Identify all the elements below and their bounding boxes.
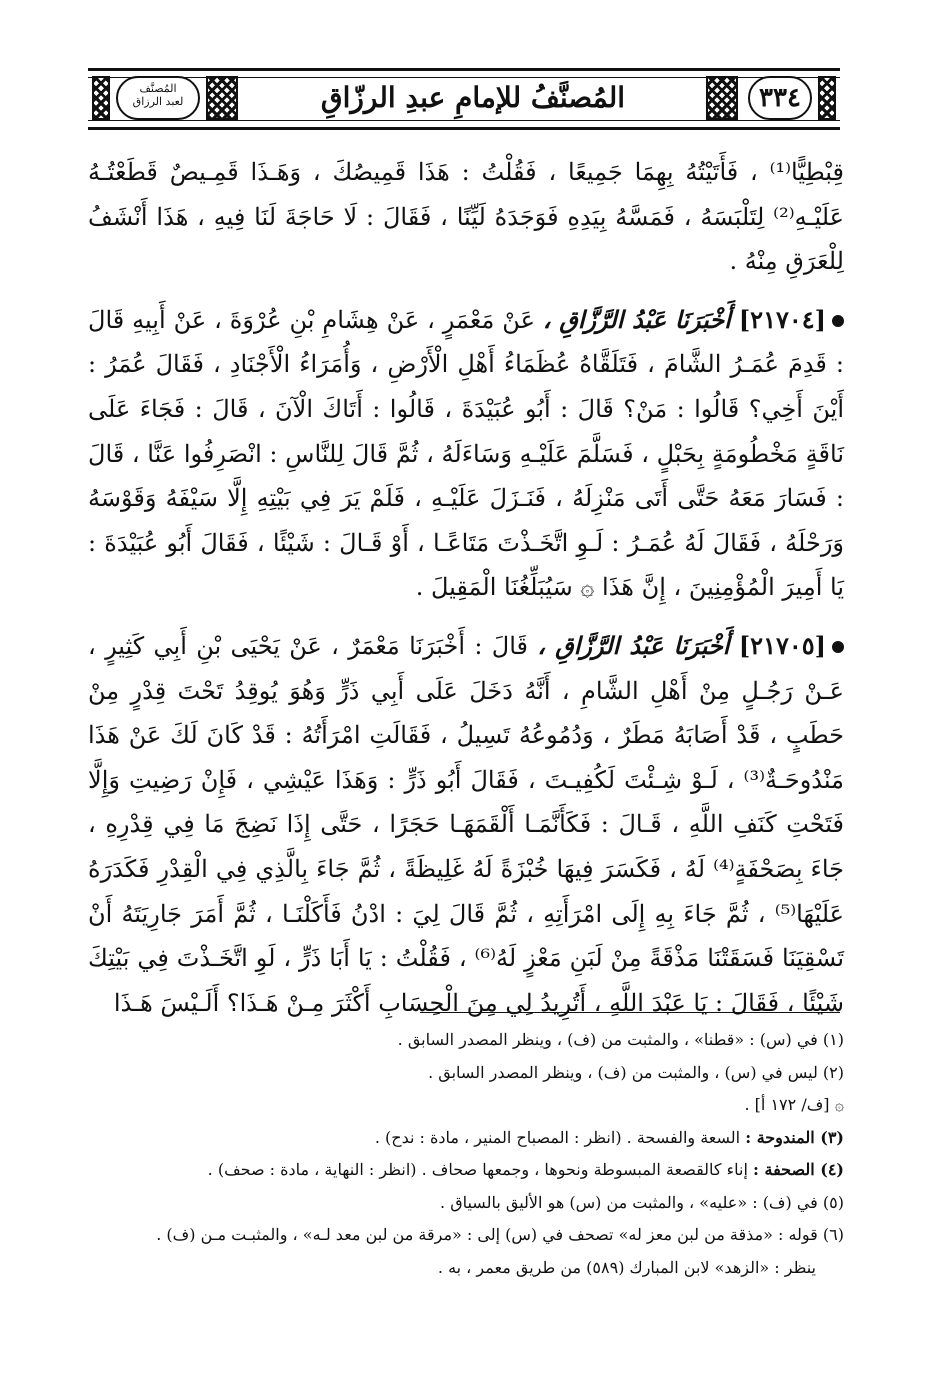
footnote-6-continued: ينظر : «الزهد» لابن المبارك (٥٨٩) من طريق معمر ، به . xyxy=(437,1257,816,1277)
footnotes xyxy=(88,1024,844,1284)
book-seal-logo: المُصنَّف لعبد الرزاق xyxy=(116,76,200,120)
ornament-left-edge xyxy=(92,76,110,120)
footnote-folio-marker: ۞ [ف/ ١٧٢ أ] . xyxy=(744,1095,844,1114)
page-number: ٣٣٤ xyxy=(748,76,812,120)
footnote-6: (٦) قوله : «مذقة من لبن معز له» تصحف في (س) إلى : «مرقة من لبن معد لـه» ، والمثبـت مـن (ف) . xyxy=(156,1225,844,1244)
hadith-chain-head: أَخْبَرَنَا عَبْدُ الرَّزَّاقِ ، xyxy=(537,630,730,660)
footnote-divider xyxy=(420,1012,840,1013)
footnote-4: (٤) الصحفة : إناء كالقصعة المبسوطة ونحوها ، وجمعها صحاف . (انظر : النهاية ، مادة : صحف) . xyxy=(207,1160,844,1179)
hadith-21704 xyxy=(88,298,844,610)
footnote-1: (١) في (س) : «قطنا» ، والمثبت من (ف) ، وينظر المصدر السابق . xyxy=(397,1030,844,1049)
ornament-left xyxy=(206,76,238,120)
footnote-5: (٥) في (ف) : «عليه» ، والمثبت من (س) هو الأليق بالسياق . xyxy=(440,1192,844,1212)
hadith-number: [٢١٧٠٤] xyxy=(738,304,826,334)
hadith-text: عَنْ مَعْمَرٍ ، عَنْ هِشَامِ بْنِ عُرْوَةَ ، عَنْ أَبِيهِ قَالَ : قَدِمَ عُمَـرُ الشَّامَ ، فَتَلَقَّاهُ عُظَمَاءُ أَهْلِ الْأَرْضِ ، وَأُمَرَاءُ الْأَجْنَادِ ، فَقَالَ عُمَرُ : أَيْنَ أَخِي؟ قَالُوا : مَنْ؟ قَالَ : أَبُو عُبَيْدَةَ ، قَالُوا : أَتَاكَ الْآنَ ، قَالَ : فَجَاءَ عَلَى نَاقَةٍ مَخْطُومَةٍ بِحَبْلٍ ، فَسَلَّمَ عَلَيْـهِ وَسَاءَلَهُ ، ثُمَّ قَالَ لِلنَّاسِ : انْصَرِفُوا عَنَّا ، قَالَ : فَسَارَ مَعَهُ حَتَّى أَتَى مَنْزِلَهُ ، فَنَـزَلَ عَلَيْـهِ ، فَلَمْ يَرَ فِي بَيْتِهِ إِلَّا سَيْفَهُ وَقَوْسَهُ وَرَحْلَهُ ، فَقَالَ لَهُ عُمَـرُ : لَـوِ اتَّخَـذْتَ مَتَاعًـا ، أَوْ قَـالَ : شَيْئًا ، فَقَالَ أَبُو عُبَيْدَةَ : يَا أَمِيرَ الْمُؤْمِنِينَ ، إِنَّ هَذَا ۞ سَيُبَلِّغُنَا الْمَقِيلَ . xyxy=(88,305,844,602)
footnote-2: (٢) ليس في (س) ، والمثبت من (ف) ، وينظر المصدر السابق . xyxy=(428,1062,844,1082)
main-text xyxy=(88,150,844,1039)
bullet-marker xyxy=(832,315,844,327)
ornament-right-edge xyxy=(818,76,836,120)
book-title: المُصنَّفُ للإمامِ عبدِ الرزّاقِ xyxy=(320,81,626,114)
footnote-3: (٣) المندوحة : السعة والفسحة . (انظر : المصباح المنير ، مادة : ندح) . xyxy=(374,1127,844,1147)
hadith-text: قَالَ : أَخْبَرَنَا مَعْمَرٌ ، عَنْ يَحْيَى بْنِ أَبِي كَثِيرٍ ، عَـنْ رَجُـلٍ مِنْ أَهْلِ الشَّامِ ، أَنَّهُ دَخَلَ عَلَى أَبِي ذَرٍّ وَهُوَ يُوقِدُ تَحْتَ قِدْرٍ مِنْ حَطَبٍ ، قَدْ أَصَابَهُ مَطَرٌ ، وَدُمُوعُهُ تَسِيلُ ، فَقَالَتِ امْرَأَتُهُ : قَدْ كَانَ لَكَ عَنْ هَذَا مَنْدُوحَـةٌ⁽³⁾ ، لَـوْ شِـئْتَ لَكُفِيـتَ ، فَقَالَ أَبُو ذَرٍّ : وَهَذَا عَيْشِي ، فَإِنْ رَضِيتِ وَإِلَّا فَتَحْتِ كَنَفِ اللَّهِ ، قَـالَ : فَكَأَنَّمَـا أَلْقَمَهَـا حَجَرًا ، حَتَّى إِذَا نَضِجَ مَا فِي قِدْرِهِ ، جَاءَ بِصَحْفَةٍ⁽⁴⁾ لَهُ ، فَكَسَرَ فِيهَا خُبْزَةً لَهُ غَلِيظَةً ، ثُمَّ جَاءَ بِالَّذِي فِي الْقِدْرِ فَكَدَرَهُ عَلَيْهَا⁽⁵⁾ ، ثُمَّ جَاءَ بِهِ إِلَى امْرَأَتِهِ ، ثُمَّ قَالَ لِيَ : ادْنُ فَأَكَلْنَـا ، ثُمَّ أَمَرَ جَارِيَتَهُ أَنْ تَسْقِيَنَا فَسَقَتْنَا مَذْقَةً مِنْ لَبَنِ مَعْزٍ لَهُ⁽⁶⁾ ، فَقُلْتُ : يَا أَبَا ذَرٍّ ، لَوِ اتَّخَـذْتَ فِي بَيْتِكَ شَيْئًا ، فَقَالَ : يَا عَبْدَ اللَّهِ ، أَتُرِيدُ لِي مِنَ الْحِسَابِ أَكْثَرَ مِـنْ هَـذَا؟ أَلَـيْسَ هَـذَا xyxy=(88,631,844,1017)
hadith-21705 xyxy=(88,624,844,1025)
hadith-chain-head: أَخْبَرَنَا عَبْدُ الرَّزَّاقِ ، xyxy=(542,304,731,334)
page-header xyxy=(88,68,840,130)
ornament-right xyxy=(706,76,738,120)
bullet-marker xyxy=(832,641,844,653)
paragraph-continued: قِبْطِيًّا⁽¹⁾ ، فَأَتَيْتُهُ بِهِمَا جَمِيعًا ، فَقُلْتُ : هَذَا قَمِيصُكَ ، وَهَـذَا قَمِـيصٌ قَطَعْتُـهُ عَلَيْـهِ⁽²⁾ لِتَلْبَسَهُ ، فَمَسَّهُ بِيَدِهِ فَوَجَدَهُ لَيِّنًا ، فَقَالَ : لَا حَاجَةَ لَنَا فِيهِ ، هَذَا أَنْشَفُ لِلْعَرَقِ مِنْهُ . xyxy=(88,158,844,276)
hadith-number: [٢١٧٠٥] xyxy=(738,630,826,660)
